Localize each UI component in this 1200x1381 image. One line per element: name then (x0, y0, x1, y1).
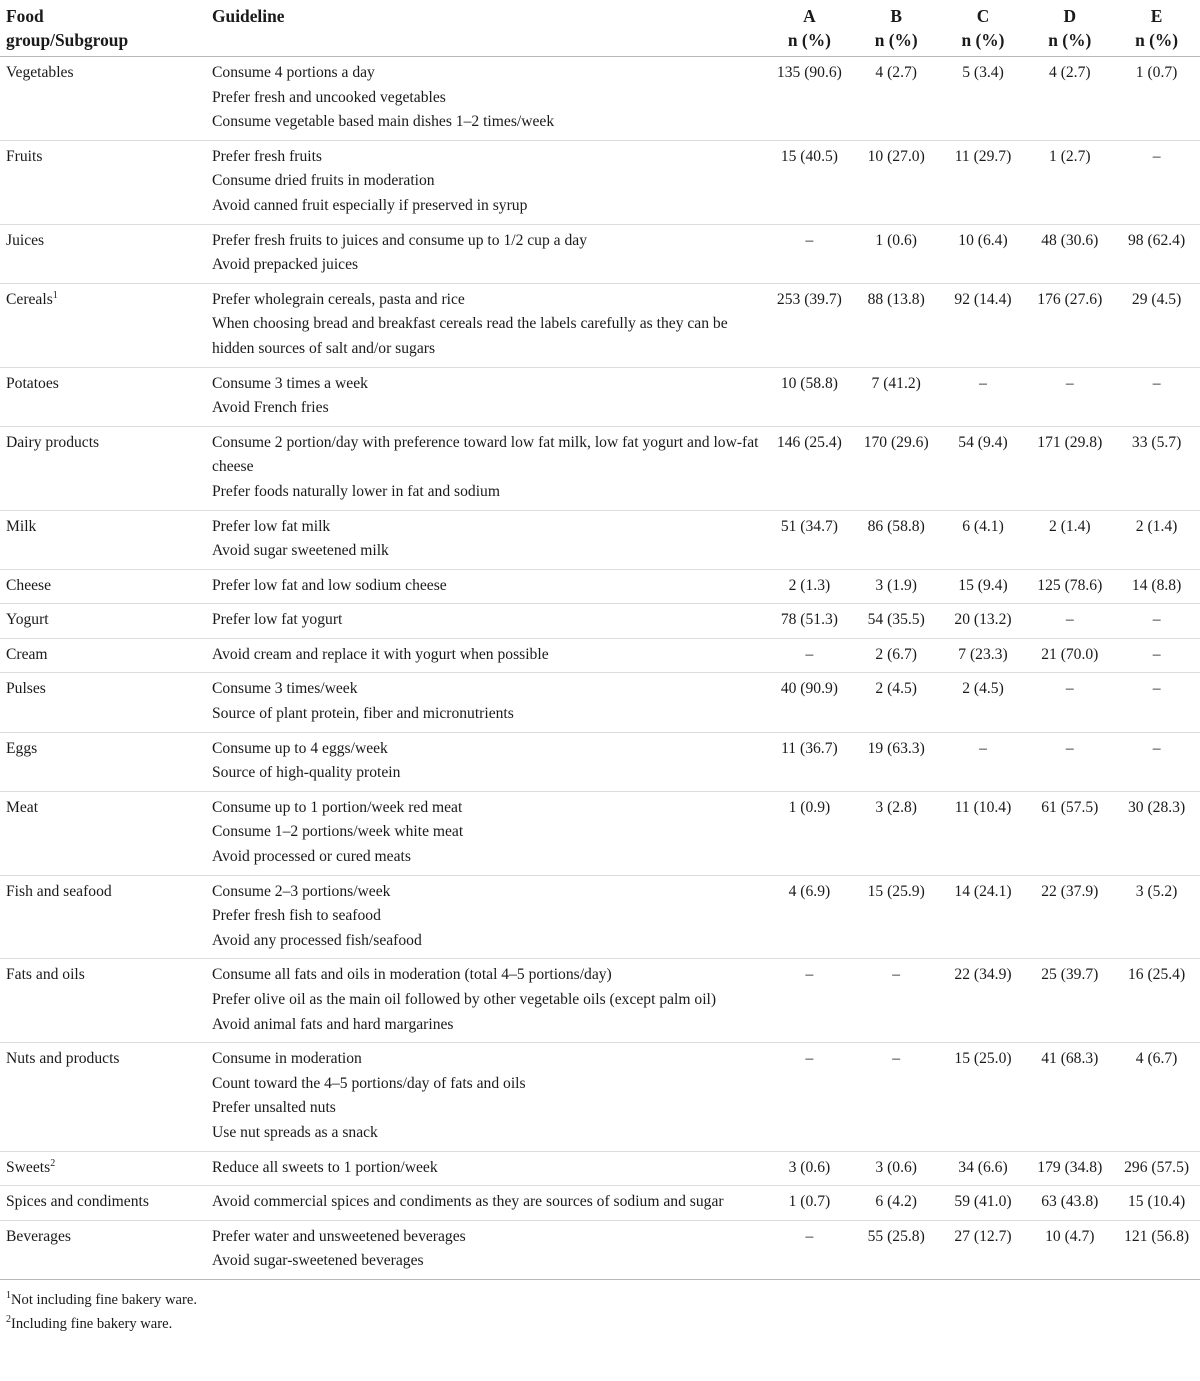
value-cell-e: 14 (8.8) (1113, 569, 1200, 604)
guideline-text: Avoid commercial spices and condiments as they are sources of sodium and sugar (212, 1193, 724, 1211)
value-cell-b: 3 (2.8) (853, 791, 940, 875)
food-group-name: Cheese (6, 576, 52, 594)
value-cell-c: 5 (3.4) (940, 57, 1027, 141)
guideline-text: Count toward the 4–5 portions/day of fats and oils (212, 1074, 526, 1092)
guideline-cell (206, 875, 766, 959)
guideline-text: Prefer fresh fruits to juices and consume up to 1/2 cup a day (212, 231, 588, 249)
value-cell-e: – (1113, 140, 1200, 224)
value-cell-e: – (1113, 367, 1200, 426)
food-group-name: Dairy products (6, 433, 100, 451)
value-cell-c: 92 (14.4) (940, 283, 1027, 367)
guideline-cell (206, 569, 766, 604)
footnote-text: Not including fine bakery ware. (11, 1291, 198, 1308)
header-col-e-letter: E (1150, 6, 1163, 26)
header-col-b (853, 0, 940, 57)
value-cell-b: 3 (0.6) (853, 1151, 940, 1186)
header-col-c (940, 0, 1027, 57)
guideline-text: Avoid processed or cured meats (212, 848, 411, 866)
value-cell-a: 3 (0.6) (766, 1151, 853, 1186)
value-cell-d: 179 (34.8) (1026, 1151, 1113, 1186)
value-cell-b: 1 (0.6) (853, 224, 940, 283)
food-group-cell (0, 638, 206, 673)
value-cell-b: 170 (29.6) (853, 426, 940, 510)
value-cell-d: – (1026, 604, 1113, 639)
value-cell-c: 27 (12.7) (940, 1220, 1027, 1279)
guideline-cell (206, 57, 766, 141)
guideline-text: Consume 3 times/week (212, 680, 358, 698)
table-row (0, 57, 1200, 141)
table-row (0, 732, 1200, 791)
footnote-text: Including fine bakery ware. (11, 1315, 173, 1332)
value-cell-c: 10 (6.4) (940, 224, 1027, 283)
food-group-name: Spices and condiments (6, 1193, 149, 1211)
table-row (0, 367, 1200, 426)
food-group-cell (0, 1220, 206, 1279)
value-cell-d: 61 (57.5) (1026, 791, 1113, 875)
header-col-b-letter: B (890, 6, 902, 26)
value-cell-d: – (1026, 367, 1113, 426)
value-cell-b: 88 (13.8) (853, 283, 940, 367)
table-row (0, 875, 1200, 959)
value-cell-c: 2 (4.5) (940, 673, 1027, 732)
guideline-text: Avoid animal fats and hard margarines (212, 1015, 454, 1033)
value-cell-c: 20 (13.2) (940, 604, 1027, 639)
value-cell-e: 2 (1.4) (1113, 510, 1200, 569)
food-group-cell (0, 367, 206, 426)
value-cell-c: 34 (6.6) (940, 1151, 1027, 1186)
guideline-text: Avoid cream and replace it with yogurt when possible (212, 645, 549, 663)
guideline-text: Consume up to 1 portion/week red meat (212, 798, 463, 816)
table-row (0, 791, 1200, 875)
value-cell-b: 19 (63.3) (853, 732, 940, 791)
guideline-text: Prefer wholegrain cereals, pasta and rice (212, 290, 465, 308)
value-cell-c: 14 (24.1) (940, 875, 1027, 959)
header-col-e-unit: n (%) (1135, 30, 1179, 50)
guideline-text: Prefer low fat and low sodium cheese (212, 576, 447, 594)
value-cell-d: 22 (37.9) (1026, 875, 1113, 959)
guideline-text: Consume all fats and oils in moderation (total 4–5 portions/day) (212, 966, 612, 984)
table-row (0, 959, 1200, 1043)
value-cell-a: 11 (36.7) (766, 732, 853, 791)
guideline-cell (206, 367, 766, 426)
value-cell-e: – (1113, 604, 1200, 639)
value-cell-b: 86 (58.8) (853, 510, 940, 569)
value-cell-a: – (766, 224, 853, 283)
table-row (0, 604, 1200, 639)
value-cell-c: – (940, 367, 1027, 426)
table-row (0, 1186, 1200, 1221)
footnote-marker: 1 (52, 289, 58, 301)
guideline-text: Avoid sugar sweetened milk (212, 542, 389, 560)
value-cell-b: 10 (27.0) (853, 140, 940, 224)
footnote-mark: 1 (6, 1290, 11, 1302)
food-group-cell (0, 1151, 206, 1186)
guideline-cell (206, 140, 766, 224)
value-cell-a: 1 (0.7) (766, 1186, 853, 1221)
value-cell-d: – (1026, 732, 1113, 791)
value-cell-a: 15 (40.5) (766, 140, 853, 224)
food-group-name: Milk (6, 517, 37, 535)
value-cell-e: 3 (5.2) (1113, 875, 1200, 959)
table-row (0, 283, 1200, 367)
guideline-text: Consume vegetable based main dishes 1–2 times/week (212, 113, 555, 131)
food-group-name: Beverages (6, 1227, 71, 1245)
header-col-d-unit: n (%) (1048, 30, 1092, 50)
food-group-cell (0, 959, 206, 1043)
header-food-group-line1: Food (6, 6, 44, 26)
value-cell-a: 135 (90.6) (766, 57, 853, 141)
value-cell-e: – (1113, 732, 1200, 791)
value-cell-e: 98 (62.4) (1113, 224, 1200, 283)
table-row (0, 510, 1200, 569)
guideline-text: Consume 2 portion/day with preference toward low fat milk, low fat yogurt and low-fat cheese (212, 433, 759, 476)
guideline-text: Consume up to 4 eggs/week (212, 739, 388, 757)
guideline-cell (206, 673, 766, 732)
table-row (0, 569, 1200, 604)
food-group-name: Fats and oils (6, 966, 85, 984)
value-cell-b: 7 (41.2) (853, 367, 940, 426)
value-cell-c: 11 (29.7) (940, 140, 1027, 224)
value-cell-c: – (940, 732, 1027, 791)
food-group-cell (0, 510, 206, 569)
guideline-text: Consume in moderation (212, 1050, 362, 1068)
food-group-name: Yogurt (6, 611, 49, 629)
guideline-text: Consume dried fruits in moderation (212, 172, 435, 190)
guideline-cell (206, 959, 766, 1043)
value-cell-b: 54 (35.5) (853, 604, 940, 639)
value-cell-b: 3 (1.9) (853, 569, 940, 604)
value-cell-c: 54 (9.4) (940, 426, 1027, 510)
guideline-text: Source of high-quality protein (212, 764, 401, 782)
guideline-text: Reduce all sweets to 1 portion/week (212, 1158, 438, 1176)
value-cell-a: – (766, 638, 853, 673)
food-group-cell (0, 673, 206, 732)
value-cell-a: 253 (39.7) (766, 283, 853, 367)
value-cell-d: 25 (39.7) (1026, 959, 1113, 1043)
guideline-text: Prefer olive oil as the main oil followed by other vegetable oils (except palm oil) (212, 991, 717, 1008)
table-row (0, 224, 1200, 283)
guideline-cell (206, 224, 766, 283)
value-cell-e: 4 (6.7) (1113, 1043, 1200, 1151)
guideline-cell (206, 732, 766, 791)
value-cell-b: 6 (4.2) (853, 1186, 940, 1221)
food-group-name: Eggs (6, 739, 38, 757)
value-cell-b: 15 (25.9) (853, 875, 940, 959)
value-cell-d: 63 (43.8) (1026, 1186, 1113, 1221)
value-cell-c: 7 (23.3) (940, 638, 1027, 673)
header-food-group (0, 0, 206, 57)
value-cell-a: 10 (58.8) (766, 367, 853, 426)
guideline-text: When choosing bread and breakfast cereals read the labels carefully as they can be hidden sources of salt and/or sugars (212, 315, 728, 357)
value-cell-d: 176 (27.6) (1026, 283, 1113, 367)
guideline-text: Prefer unsalted nuts (212, 1099, 336, 1117)
value-cell-e: 16 (25.4) (1113, 959, 1200, 1043)
value-cell-c: 15 (25.0) (940, 1043, 1027, 1151)
value-cell-c: 59 (41.0) (940, 1186, 1027, 1221)
guideline-cell (206, 1186, 766, 1221)
footnote-mark: 2 (6, 1314, 11, 1326)
table-row (0, 1043, 1200, 1151)
footnote-marker: 2 (50, 1157, 56, 1169)
food-group-name: Cream (6, 645, 48, 663)
guideline-text: Avoid prepacked juices (212, 256, 359, 274)
value-cell-b: 2 (6.7) (853, 638, 940, 673)
guideline-text: Consume 4 portions a day (212, 64, 375, 81)
table-row (0, 1220, 1200, 1279)
value-cell-a: 2 (1.3) (766, 569, 853, 604)
value-cell-c: 11 (10.4) (940, 791, 1027, 875)
guideline-text: Prefer fresh and uncooked vegetables (212, 88, 446, 106)
value-cell-b: 4 (2.7) (853, 57, 940, 141)
header-guideline: Guideline (206, 0, 766, 57)
value-cell-a: 146 (25.4) (766, 426, 853, 510)
value-cell-e: 29 (4.5) (1113, 283, 1200, 367)
value-cell-e: 30 (28.3) (1113, 791, 1200, 875)
guideline-text: Prefer foods naturally lower in fat and sodium (212, 482, 500, 500)
food-group-cell (0, 57, 206, 141)
guideline-text: Avoid canned fruit especially if preserved in syrup (212, 196, 528, 214)
table-row (0, 1151, 1200, 1186)
value-cell-d: 4 (2.7) (1026, 57, 1113, 141)
footnote (6, 1288, 1194, 1312)
value-cell-b: 2 (4.5) (853, 673, 940, 732)
value-cell-c: 6 (4.1) (940, 510, 1027, 569)
guideline-text: Consume 3 times a week (212, 374, 368, 392)
food-group-cell (0, 604, 206, 639)
value-cell-e: – (1113, 673, 1200, 732)
header-col-d-letter: D (1063, 6, 1077, 26)
guideline-cell (206, 1151, 766, 1186)
value-cell-a: – (766, 1220, 853, 1279)
value-cell-c: 15 (9.4) (940, 569, 1027, 604)
guideline-cell (206, 283, 766, 367)
value-cell-d: 10 (4.7) (1026, 1220, 1113, 1279)
guideline-text: Avoid French fries (212, 399, 329, 417)
food-group-name: Sweets (6, 1158, 51, 1176)
value-cell-e: 15 (10.4) (1113, 1186, 1200, 1221)
value-cell-d: 1 (2.7) (1026, 140, 1113, 224)
guideline-cell (206, 1043, 766, 1151)
food-group-name: Cereals (6, 290, 53, 308)
value-cell-d: – (1026, 673, 1113, 732)
value-cell-e: 33 (5.7) (1113, 426, 1200, 510)
guideline-cell (206, 638, 766, 673)
table-body (0, 57, 1200, 1280)
value-cell-d: 48 (30.6) (1026, 224, 1113, 283)
header-col-a-letter: A (803, 6, 816, 26)
table-row (0, 638, 1200, 673)
food-group-cell (0, 426, 206, 510)
food-group-cell (0, 791, 206, 875)
guideline-cell (206, 1220, 766, 1279)
food-group-name: Fish and seafood (6, 882, 112, 900)
guideline-text: Use nut spreads as a snack (212, 1123, 378, 1141)
food-group-name: Fruits (6, 147, 43, 165)
food-group-name: Pulses (6, 680, 46, 698)
guideline-text: Consume 1–2 portions/week white meat (212, 823, 464, 841)
food-group-cell (0, 1043, 206, 1151)
guideline-cell (206, 604, 766, 639)
food-group-cell (0, 283, 206, 367)
guideline-cell (206, 426, 766, 510)
header-col-b-unit: n (%) (874, 30, 918, 50)
value-cell-b: 55 (25.8) (853, 1220, 940, 1279)
food-group-cell (0, 224, 206, 283)
value-cell-d: 171 (29.8) (1026, 426, 1113, 510)
value-cell-e: 121 (56.8) (1113, 1220, 1200, 1279)
table-row (0, 673, 1200, 732)
value-cell-e: – (1113, 638, 1200, 673)
footnotes (0, 1280, 1200, 1336)
guideline-text: Source of plant protein, fiber and micronutrients (212, 705, 514, 723)
food-group-cell (0, 732, 206, 791)
value-cell-c: 22 (34.9) (940, 959, 1027, 1043)
food-group-cell (0, 140, 206, 224)
food-group-name: Nuts and products (6, 1050, 120, 1068)
value-cell-a: – (766, 1043, 853, 1151)
footnote (6, 1312, 1194, 1336)
value-cell-d: 125 (78.6) (1026, 569, 1113, 604)
value-cell-d: 41 (68.3) (1026, 1043, 1113, 1151)
value-cell-d: 21 (70.0) (1026, 638, 1113, 673)
value-cell-a: 1 (0.9) (766, 791, 853, 875)
food-group-name: Vegetables (6, 64, 74, 81)
value-cell-a: 51 (34.7) (766, 510, 853, 569)
guideline-text: Prefer fresh fruits (212, 147, 322, 165)
header-col-a-unit: n (%) (787, 30, 831, 50)
header-col-d (1026, 0, 1113, 57)
guideline-text: Consume 2–3 portions/week (212, 882, 391, 900)
value-cell-b: – (853, 959, 940, 1043)
food-group-cell (0, 1186, 206, 1221)
guideline-text: Avoid any processed fish/seafood (212, 931, 422, 949)
food-group-cell (0, 569, 206, 604)
value-cell-a: 4 (6.9) (766, 875, 853, 959)
header-col-c-letter: C (976, 6, 990, 26)
guideline-text: Avoid sugar-sweetened beverages (212, 1252, 424, 1270)
value-cell-a: 78 (51.3) (766, 604, 853, 639)
guideline-cell (206, 791, 766, 875)
table-row (0, 426, 1200, 510)
guideline-text: Prefer water and unsweetened beverages (212, 1227, 466, 1245)
food-group-name: Meat (6, 798, 39, 816)
header-col-c-unit: n (%) (961, 30, 1005, 50)
header-col-e (1113, 0, 1200, 57)
guideline-cell (206, 510, 766, 569)
guideline-text: Prefer fresh fish to seafood (212, 907, 381, 925)
guideline-text: Prefer low fat yogurt (212, 611, 343, 629)
guideline-text: Prefer low fat milk (212, 517, 331, 535)
value-cell-d: 2 (1.4) (1026, 510, 1113, 569)
value-cell-e: 296 (57.5) (1113, 1151, 1200, 1186)
table-header (0, 0, 1200, 57)
value-cell-a: 40 (90.9) (766, 673, 853, 732)
value-cell-b: – (853, 1043, 940, 1151)
header-food-group-line2: group/Subgroup (6, 30, 129, 50)
food-group-cell (0, 875, 206, 959)
value-cell-e: 1 (0.7) (1113, 57, 1200, 141)
food-group-name: Potatoes (6, 374, 59, 392)
table-row (0, 140, 1200, 224)
food-group-name: Juices (6, 231, 45, 249)
header-col-a (766, 0, 853, 57)
value-cell-a: – (766, 959, 853, 1043)
